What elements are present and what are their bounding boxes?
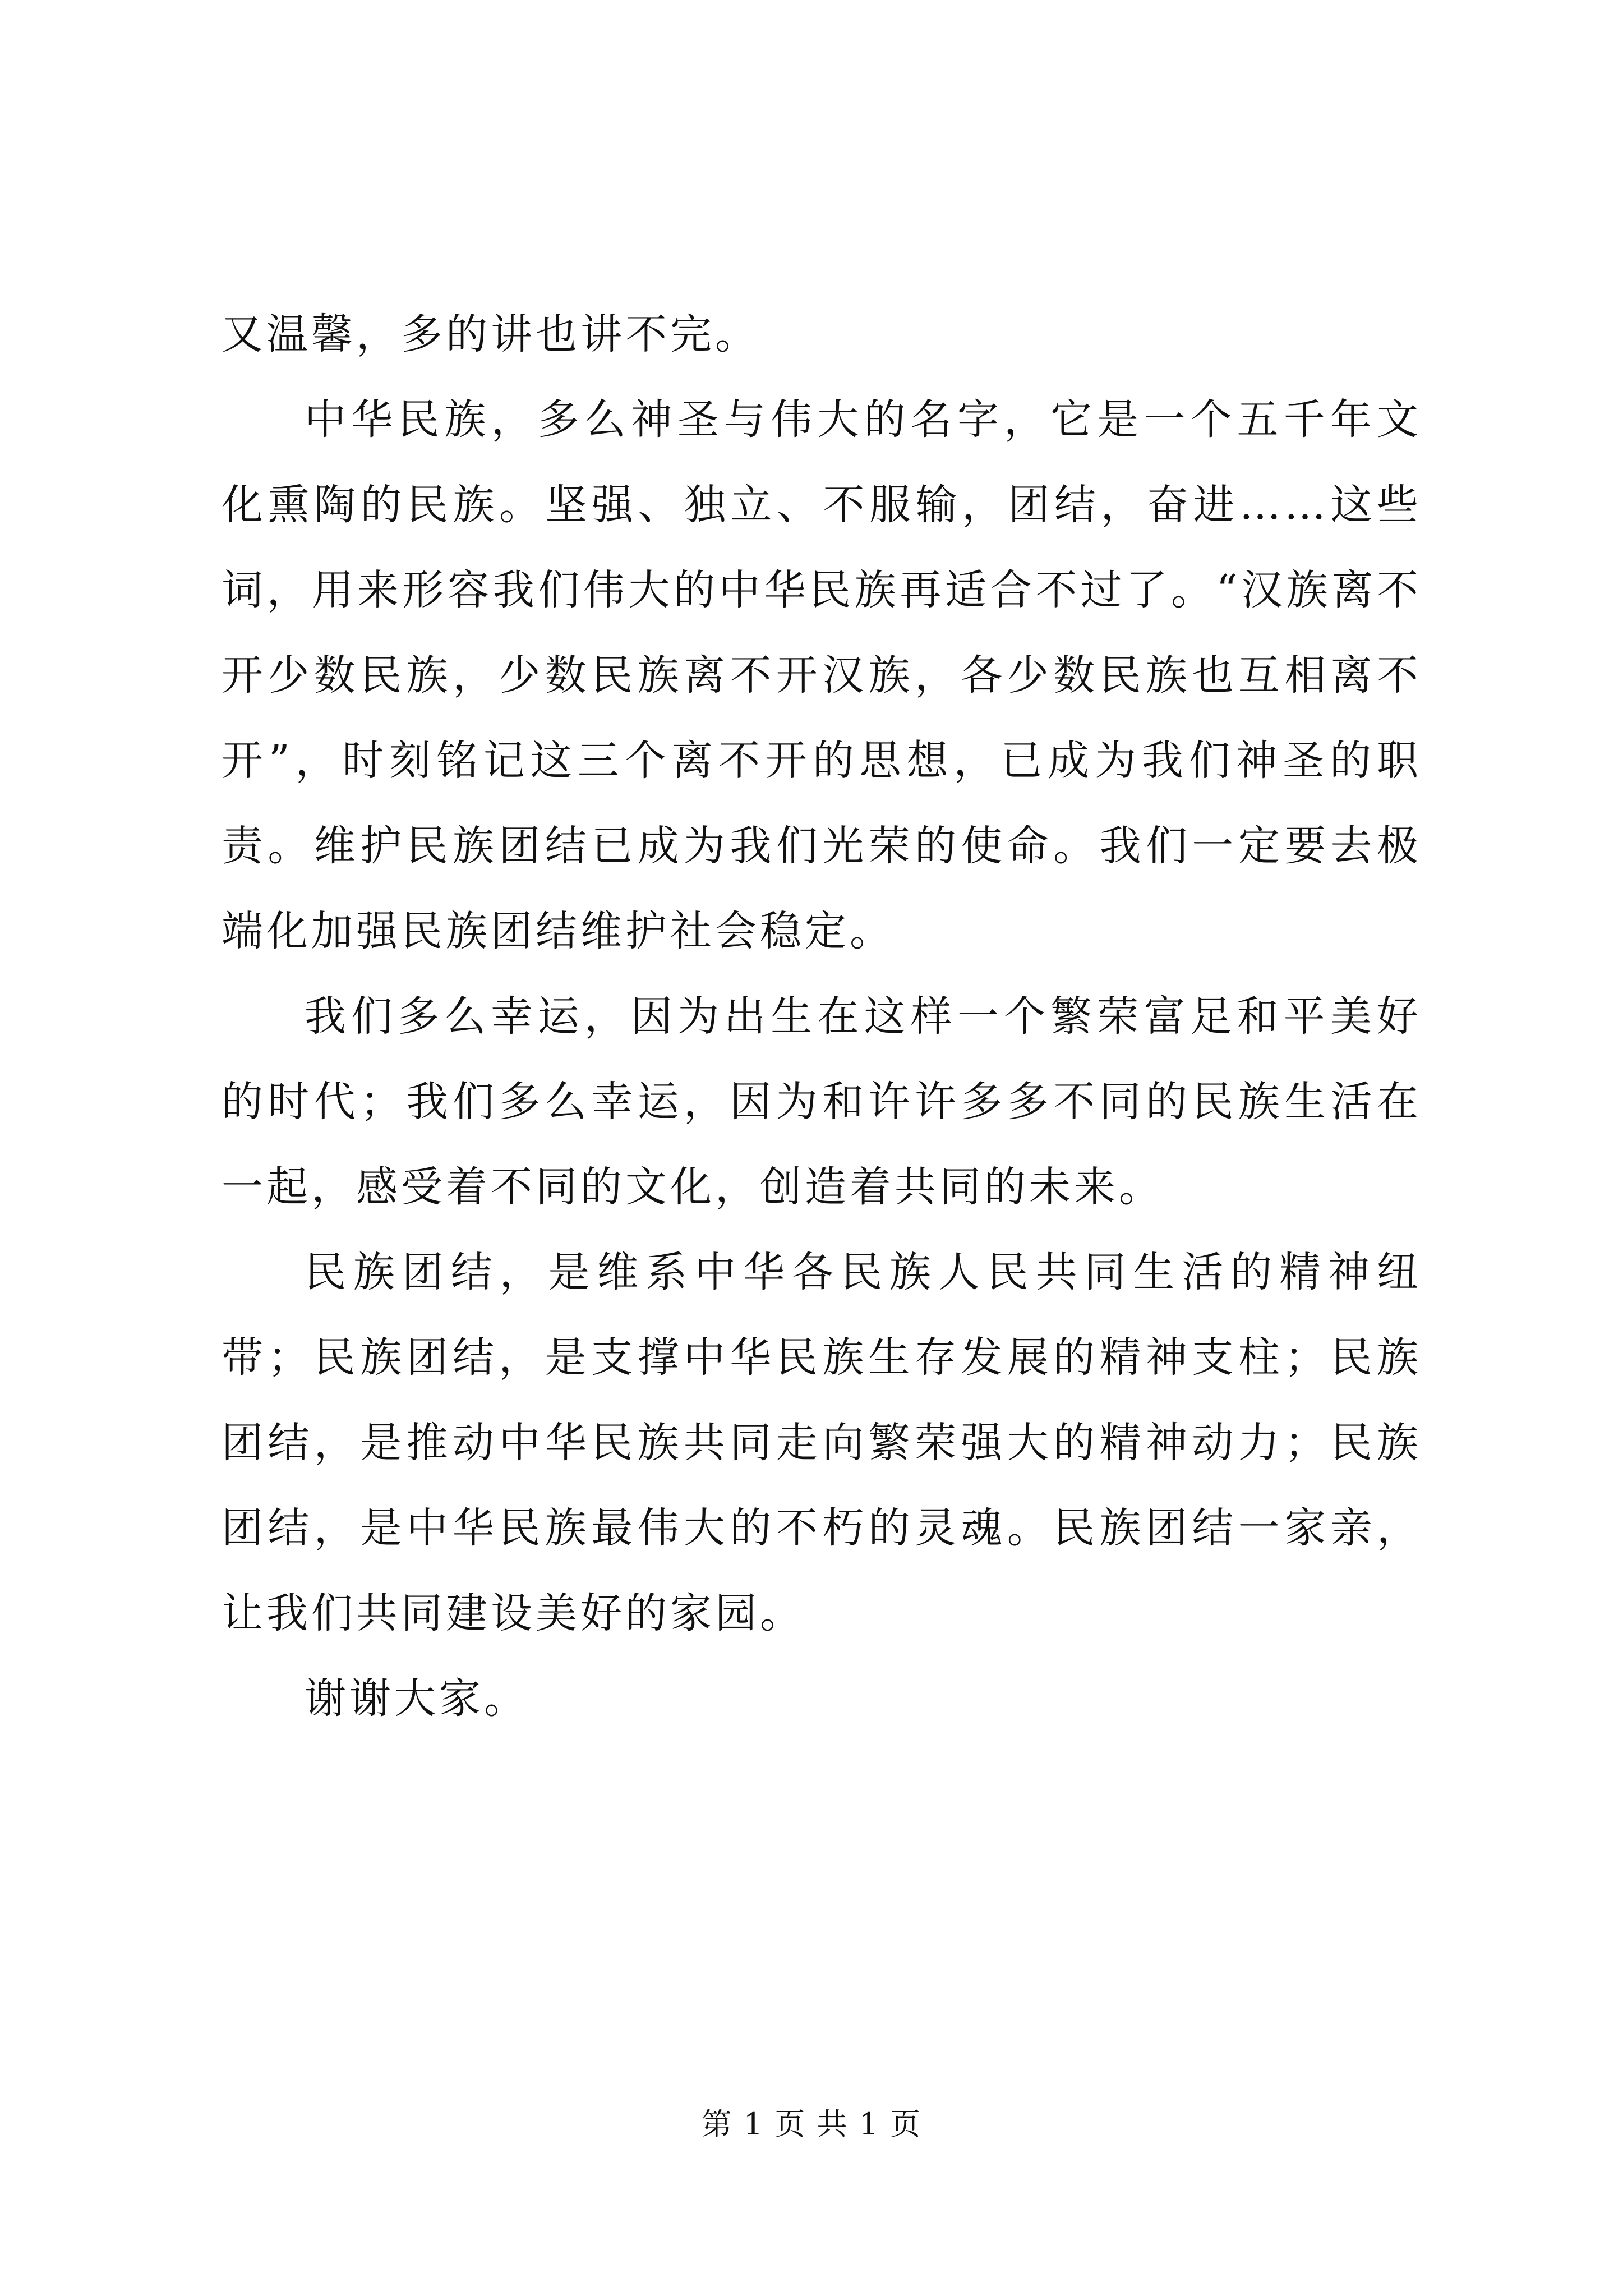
paragraph-thanks: 谢谢大家。 — [305, 1674, 529, 1723]
paragraph-chinese-nation: 中华民族，多么神圣与伟大的名字，它是一个五千年文化熏陶的民族。坚强、独立、不服输，团结，奋进……这些词，用来形容我们伟大的中华民族再适合不过了。“汉族离不开少数民族，少数民族离不开汉族，各少数民族也互相离不开”，时刻铭记这三个离不开的思想，已成为我们神圣的职责。维护民族团结已成为我们光荣的使命。我们一定要去极端化加强民族团结维护社会稳定。 — [222, 395, 1422, 955]
paragraph-fortunate: 我们多么幸运，因为出生在这样一个繁荣富足和平美好的时代；我们多么幸运，因为和许许多多不同的民族生活在一起，感受着不同的文化，创造着共同的未来。 — [222, 992, 1422, 1211]
paragraph-ethnic-unity: 民族团结，是维系中华各民族人民共同生活的精神纽带；民族团结，是支撑中华民族生存发展的精神支柱；民族团结，是推动中华民族共同走向繁荣强大的精神动力；民族团结，是中华民族最伟大的不朽的灵魂。民族团结一家亲，让我们共同建设美好的家园。 — [222, 1248, 1422, 1637]
document-body — [222, 292, 1422, 1741]
paragraph-continuation: 又温馨，多的讲也讲不完。 — [222, 310, 760, 358]
page-footer: 第 1 页 共 1 页 — [701, 2106, 922, 2142]
